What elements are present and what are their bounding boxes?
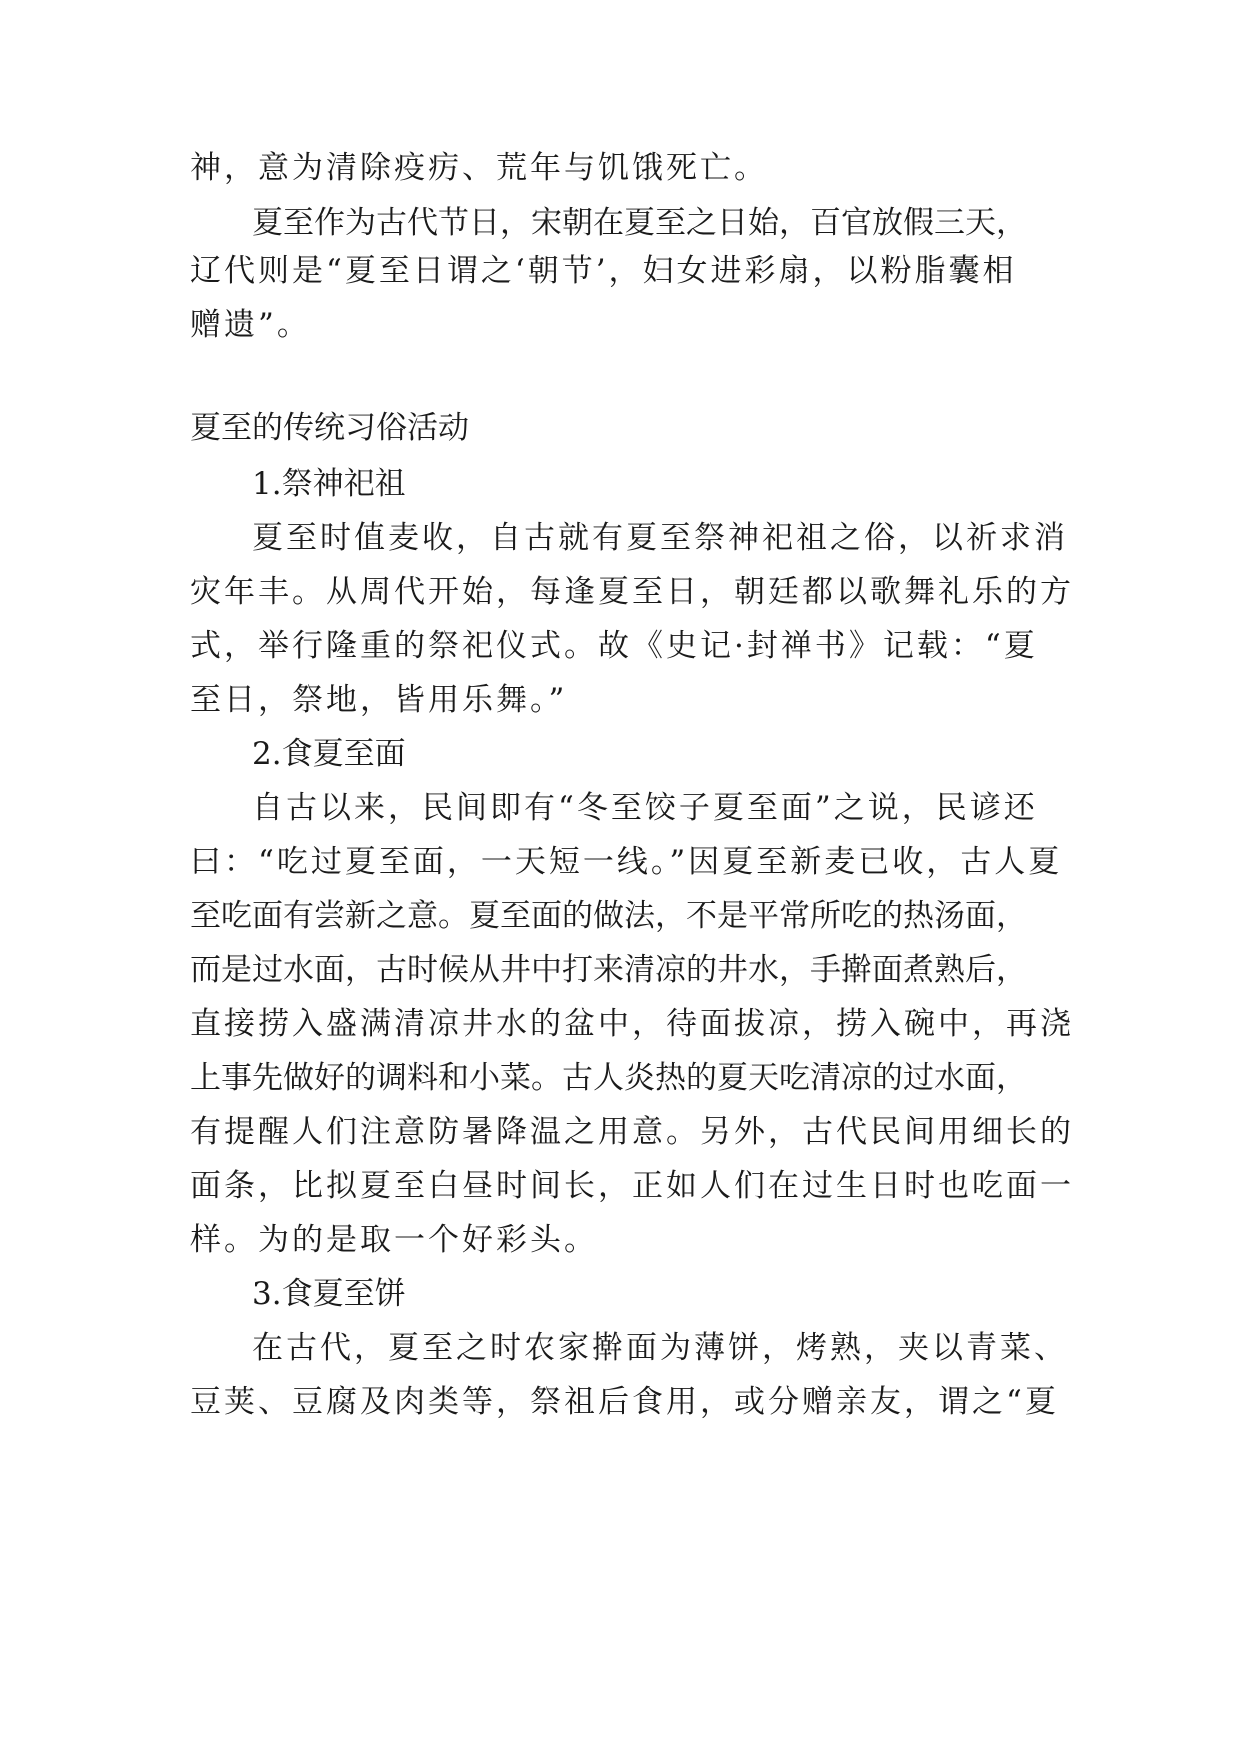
text-line: 夏至时值麦收，自古就有夏至祭神祀祖之俗，以祈求消	[252, 520, 1068, 556]
section-heading: 夏至的传统习俗活动	[190, 410, 469, 446]
text-line: 曰：“吃过夏至面，一天短一线。”因夏至新麦已收，古人夏	[190, 844, 1063, 880]
text-line: 面条，比拟夏至白昼时间长，正如人们在过生日时也吃面一	[190, 1168, 1074, 1204]
subheading: 1.祭神祀祖	[252, 466, 406, 502]
subheading: 2.食夏至面	[252, 736, 406, 772]
subheading: 3.食夏至饼	[252, 1276, 406, 1312]
text-line: 豆荚、豆腐及肉类等，祭祖后食用，或分赠亲友，谓之“夏	[190, 1384, 1059, 1420]
text-line: 式，举行隆重的祭祀仪式。故《史记·封禅书》记载：“夏	[190, 628, 1038, 664]
text-line: 至日，祭地，皆用乐舞。”	[190, 682, 568, 718]
text-line: 有提醒人们注意防暑降温之用意。另外，古代民间用细长的	[190, 1114, 1074, 1150]
text-line: 赠遗”。	[190, 307, 311, 343]
text-line: 夏至作为古代节日，宋朝在夏至之日始，百官放假三天，	[252, 205, 1027, 241]
text-line: 辽代则是“夏至日谓之‘朝节’，妇女进彩扇，以粉脂囊相	[190, 253, 1017, 289]
text-line: 至吃面有尝新之意。夏至面的做法，不是平常所吃的热汤面，	[190, 898, 1027, 934]
text-line: 上事先做好的调料和小菜。古人炎热的夏天吃清凉的过水面，	[190, 1060, 1027, 1096]
text-line: 样。为的是取一个好彩头。	[190, 1222, 598, 1258]
text-line: 在古代，夏至之时农家擀面为薄饼，烤熟，夹以青菜、	[252, 1330, 1068, 1366]
text-line: 直接捞入盛满清凉井水的盆中，待面拔凉，捞入碗中，再浇	[190, 1006, 1074, 1042]
text-line: 而是过水面，古时候从井中打来清凉的井水，手擀面煮熟后，	[190, 952, 1027, 988]
text-line: 神，意为清除疫疠、荒年与饥饿死亡。	[190, 150, 768, 186]
text-line: 自古以来，民间即有“冬至饺子夏至面”之说，民谚还	[252, 790, 1038, 826]
text-line: 灾年丰。从周代开始，每逢夏至日，朝廷都以歌舞礼乐的方	[190, 574, 1074, 610]
